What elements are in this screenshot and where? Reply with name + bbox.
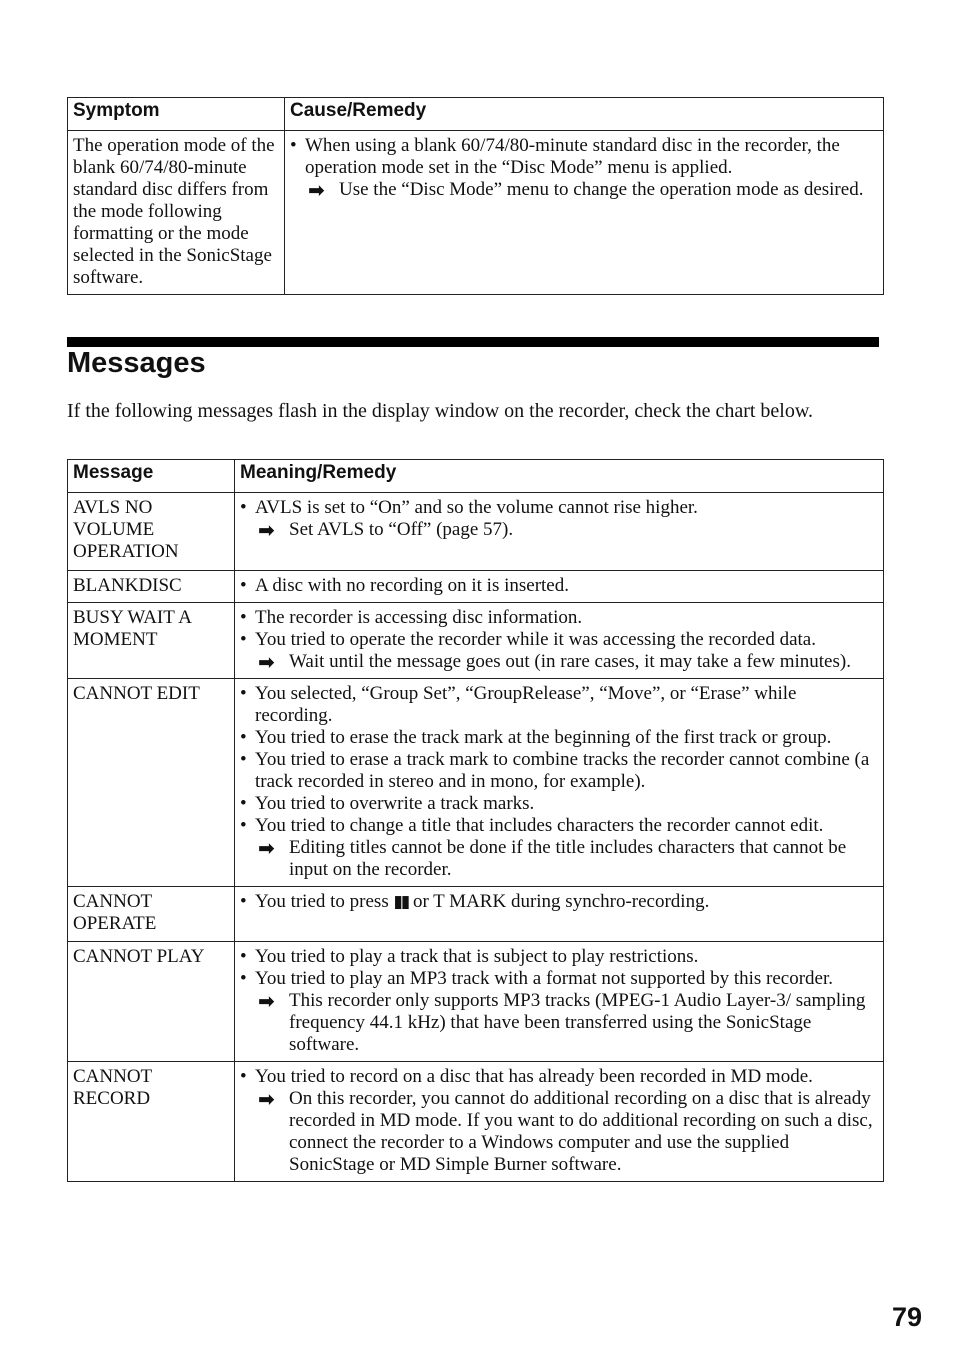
cause-item: • When using a blank 60/74/80-minute standard disc in the recorder, the operation mode set in the “Disc Mode” menu is applied. <box>290 135 878 179</box>
remedy-text: On this recorder, you cannot do additional recording on a disc that is already recorded in MD mode. If you want to do additional recording on such a disc, connect the recorder to a Windows computer and use the supplied SonicStage or MD Simple Burner software. <box>289 1088 873 1175</box>
remedy-item <box>240 651 878 673</box>
meaning-cell <box>235 571 884 603</box>
cause-item: • You tried to erase a track mark to combine tracks the recorder cannot combine (a track recorded in stereo and in mono, for example). <box>240 749 878 793</box>
message-cell: AVLS NO VOLUME OPERATION <box>68 493 235 571</box>
arrow-right-icon: ➡ <box>258 989 275 1013</box>
message-cell: CANNOT RECORD <box>68 1062 235 1182</box>
cause-item: • You selected, “Group Set”, “GroupRelease”, “Move”, or “Erase” while recording. <box>240 683 878 727</box>
cause-item: • You tried to erase the track mark at the beginning of the first track or group. <box>240 727 878 749</box>
table-row <box>68 1062 884 1182</box>
cause-item: • The recorder is accessing disc information. <box>240 607 878 629</box>
column-header-cause-remedy: Cause/Remedy <box>285 98 884 131</box>
arrow-right-icon: ➡ <box>258 1087 275 1111</box>
meaning-cell <box>235 493 884 571</box>
remedy-text: Set AVLS to “Off” (page 57). <box>289 519 514 540</box>
remedy-item <box>240 990 878 1056</box>
table-header-row <box>68 460 884 493</box>
table-row <box>68 679 884 887</box>
table-row <box>68 131 884 295</box>
cause-prefix: You tried to press <box>255 891 394 912</box>
remedy-text: Wait until the message goes out (in rare cases, it may take a few minutes). <box>289 651 851 672</box>
remedy-item <box>240 837 878 881</box>
meaning-cell <box>235 887 884 942</box>
table-header-row <box>68 98 884 131</box>
message-cell: BUSY WAIT A MOMENT <box>68 603 235 679</box>
remedy-text: Editing titles cannot be done if the title includes characters that cannot be input on the recorder. <box>289 837 847 880</box>
symptom-cell: The operation mode of the blank 60/74/80-minute standard disc differs from the mode following formatting or the mode selected in the SonicStage software. <box>68 131 285 295</box>
arrow-right-icon: ➡ <box>308 178 325 202</box>
section-rule <box>67 337 879 347</box>
table-row <box>68 942 884 1062</box>
cause-item <box>240 891 878 913</box>
column-header-message: Message <box>68 460 235 493</box>
meaning-cell <box>235 603 884 679</box>
pause-icon: ▮▮ <box>393 892 409 912</box>
cause-item: • You tried to record on a disc that has already been recorded in MD mode. <box>240 1066 878 1088</box>
message-cell: CANNOT PLAY <box>68 942 235 1062</box>
arrow-right-icon: ➡ <box>258 836 275 860</box>
column-header-meaning-remedy: Meaning/Remedy <box>235 460 884 493</box>
message-cell: CANNOT OPERATE <box>68 887 235 942</box>
message-cell: CANNOT EDIT <box>68 679 235 887</box>
arrow-right-icon: ➡ <box>258 650 275 674</box>
symptom-table <box>67 97 884 295</box>
arrow-right-icon: ➡ <box>258 518 275 542</box>
remedy-item <box>240 519 878 541</box>
section-intro: If the following messages flash in the display window on the recorder, check the chart below. <box>67 400 814 422</box>
meaning-cell <box>235 942 884 1062</box>
remedy-text: Use the “Disc Mode” menu to change the operation mode as desired. <box>339 179 864 200</box>
remedy-item <box>240 1088 878 1176</box>
remedy-item <box>290 179 878 201</box>
table-row <box>68 603 884 679</box>
cause-item: • You tried to operate the recorder while it was accessing the recorded data. <box>240 629 878 651</box>
messages-table <box>67 459 884 1182</box>
cause-item: • You tried to play a track that is subject to play restrictions. <box>240 946 878 968</box>
cause-item: • You tried to change a title that includes characters the recorder cannot edit. <box>240 815 878 837</box>
page-number: 79 <box>892 1302 923 1332</box>
cause-item: • You tried to play an MP3 track with a format not supported by this recorder. <box>240 968 878 990</box>
table-row <box>68 887 884 942</box>
cause-suffix: or T MARK during synchro-recording. <box>408 891 710 912</box>
section-title: Messages <box>67 347 206 379</box>
column-header-symptom: Symptom <box>68 98 285 131</box>
cause-item: • AVLS is set to “On” and so the volume cannot rise higher. <box>240 497 878 519</box>
cause-item: • You tried to overwrite a track marks. <box>240 793 878 815</box>
cause-item: • A disc with no recording on it is inserted. <box>240 575 878 597</box>
remedy-text: This recorder only supports MP3 tracks (MPEG-1 Audio Layer-3/ sampling frequency 44.1 kHz) that have been transferred using the SonicStage software. <box>289 990 866 1055</box>
table-row <box>68 493 884 571</box>
message-cell: BLANKDISC <box>68 571 235 603</box>
table-row <box>68 571 884 603</box>
cause-remedy-cell <box>285 131 884 295</box>
meaning-cell <box>235 679 884 887</box>
meaning-cell <box>235 1062 884 1182</box>
